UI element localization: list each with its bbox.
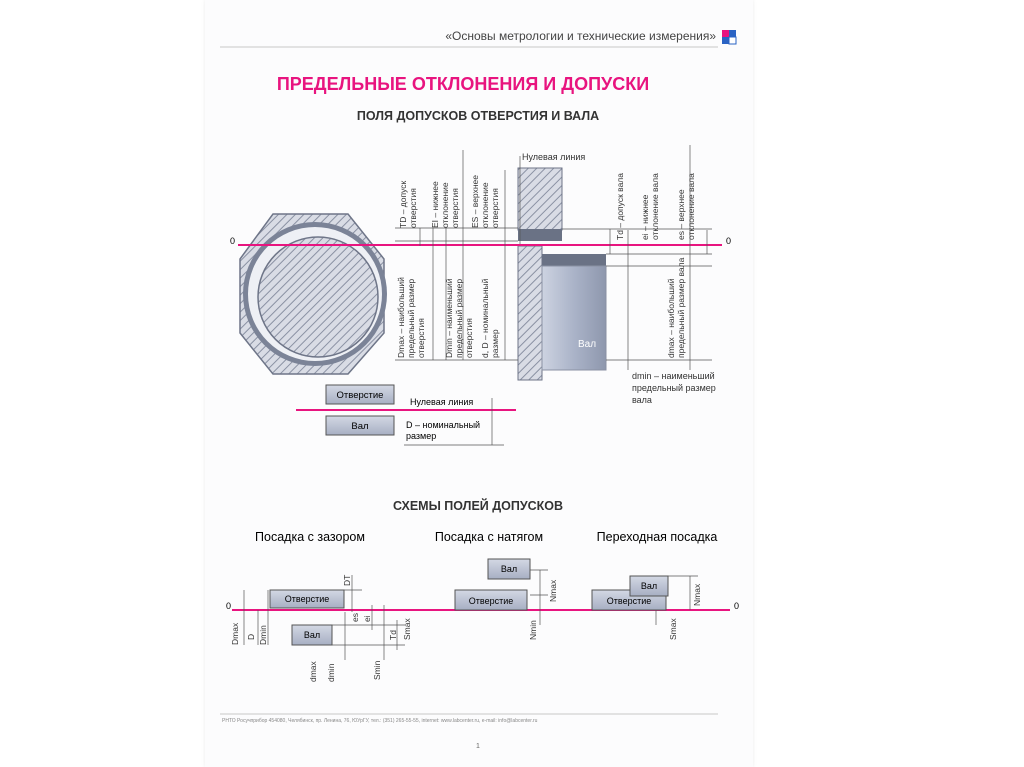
legend xyxy=(296,385,516,445)
schemes-zero-left: 0 xyxy=(226,601,232,611)
svg-text:отверстия: отверстия xyxy=(464,318,474,358)
zero-right: 0 xyxy=(726,236,732,246)
svg-text:предельный размер вала: предельный размер вала xyxy=(676,257,686,358)
svg-text:D: D xyxy=(246,633,256,640)
svg-text:Smax: Smax xyxy=(668,618,678,640)
svg-text:DT: DT xyxy=(342,574,352,586)
svg-text:Отверстие: Отверстие xyxy=(284,594,330,604)
legend-null-label: Нулевая линия xyxy=(410,397,474,407)
hole-shaft-cross-section xyxy=(230,145,731,405)
scheme-clearance-fit xyxy=(230,575,412,682)
publisher-logo-icon xyxy=(722,30,736,44)
svg-text:Dmin – наименьший: Dmin – наименьший xyxy=(444,278,454,358)
svg-text:d, D – номинальный: d, D – номинальный xyxy=(480,278,490,358)
zero-left: 0 xyxy=(230,236,236,246)
hole-label-dmin xyxy=(444,278,474,358)
legend-nominal-2: размер xyxy=(406,431,437,441)
scheme-interference-fit xyxy=(455,559,558,640)
svg-text:ei – нижнее: ei – нижнее xyxy=(640,194,650,240)
svg-text:Dmin: Dmin xyxy=(258,625,268,645)
svg-text:отверстия: отверстия xyxy=(408,188,418,228)
hole-field-bar xyxy=(518,229,562,241)
svg-text:Отверстие: Отверстие xyxy=(606,596,652,606)
legend-hole-label: Отверстие xyxy=(336,390,384,401)
page-subtitle: ПОЛЯ ДОПУСКОВ ОТВЕРСТИЯ И ВАЛА xyxy=(356,109,600,123)
svg-text:Td: Td xyxy=(388,630,398,640)
legend-nominal-1: D – номинальный xyxy=(406,420,481,430)
svg-text:ei: ei xyxy=(362,615,372,622)
hole-label-dnom xyxy=(480,278,500,358)
svg-text:dmax – наибольший: dmax – наибольший xyxy=(666,278,676,358)
scheme-transition-fit xyxy=(592,576,702,640)
shaft-label-ei xyxy=(640,173,660,240)
hole-label-es xyxy=(470,175,500,228)
svg-text:отклонение вала: отклонение вала xyxy=(686,173,696,240)
svg-text:ES – верхнее: ES – верхнее xyxy=(470,175,480,228)
svg-text:Dmax – наибольший: Dmax – наибольший xyxy=(396,277,406,358)
svg-text:Вал: Вал xyxy=(640,581,658,591)
shaft-dmin-label xyxy=(632,371,716,405)
header xyxy=(220,29,736,47)
schemes-zero-right: 0 xyxy=(734,601,740,611)
svg-text:отверстия: отверстия xyxy=(490,188,500,228)
header-caption: «Основы метрологии и технические измерения» xyxy=(445,29,716,43)
svg-text:отклонение: отклонение xyxy=(440,182,450,228)
svg-text:Dmax: Dmax xyxy=(230,622,240,645)
svg-text:Nmax: Nmax xyxy=(692,583,702,606)
legend-shaft-label: Вал xyxy=(351,421,369,432)
shaft-field-bar xyxy=(542,254,606,266)
page-title: ПРЕДЕЛЬНЫЕ ОТКЛОНЕНИЯ И ДОПУСКИ xyxy=(276,74,650,94)
svg-text:вала: вала xyxy=(632,395,652,405)
svg-text:dmin: dmin xyxy=(326,663,336,682)
svg-text:dmin – наименьший: dmin – наименьший xyxy=(632,371,715,381)
svg-text:отверстия: отверстия xyxy=(450,188,460,228)
shaft-section xyxy=(258,237,378,357)
shaft-label-td xyxy=(615,173,625,240)
svg-text:отверстия: отверстия xyxy=(416,318,426,358)
svg-text:Smax: Smax xyxy=(402,618,412,640)
hole-label-dmax xyxy=(396,277,426,358)
svg-text:Отверстие: Отверстие xyxy=(468,596,514,606)
svg-text:Smin: Smin xyxy=(372,660,382,680)
svg-text:Вал: Вал xyxy=(303,630,321,640)
svg-text:отклонение: отклонение xyxy=(480,182,490,228)
shaft-body xyxy=(542,266,606,370)
shaft-label-dmax xyxy=(666,257,686,358)
page-number: 1 xyxy=(476,743,480,750)
svg-text:dmax: dmax xyxy=(308,661,318,682)
svg-text:Nmax: Nmax xyxy=(548,579,558,602)
hole-label-td xyxy=(398,181,418,228)
svg-text:предельный размер: предельный размер xyxy=(632,383,716,393)
schemes-title: СХЕМЫ ПОЛЕЙ ДОПУСКОВ xyxy=(392,499,564,513)
fit-transition-title: Переходная посадка xyxy=(596,530,718,544)
wall-lower xyxy=(518,246,542,380)
svg-text:Td – допуск вала: Td – допуск вала xyxy=(615,173,625,240)
shaft-label: Вал xyxy=(578,339,597,350)
fit-interference-title: Посадка с натягом xyxy=(434,530,544,544)
svg-text:размер: размер xyxy=(490,329,500,358)
footer-text: РНТО Росучприбор 454080, Челябинск, пр. Ленина, 76, ЮУрГУ, тел.: (351) 265-55-55, internet: www.labcenter.ru, e-mail: info@labcenter.ru xyxy=(222,718,538,724)
hole-label-ei xyxy=(430,181,460,228)
fit-clearance-title: Посадка с зазором xyxy=(255,530,365,544)
wall-upper xyxy=(518,168,562,230)
svg-text:es: es xyxy=(350,613,360,622)
svg-text:Nmin: Nmin xyxy=(528,620,538,640)
svg-text:es – верхнее: es – верхнее xyxy=(676,189,686,240)
svg-text:предельный размер: предельный размер xyxy=(454,278,464,358)
svg-text:Вал: Вал xyxy=(500,564,518,574)
svg-text:отклонение вала: отклонение вала xyxy=(650,173,660,240)
null-line-label: Нулевая линия xyxy=(522,152,586,162)
shaft-label-es xyxy=(676,173,696,240)
svg-text:TD – допуск: TD – допуск xyxy=(398,180,408,228)
svg-text:предельный размер: предельный размер xyxy=(406,278,416,358)
svg-text:EI – нижнее: EI – нижнее xyxy=(430,181,440,228)
